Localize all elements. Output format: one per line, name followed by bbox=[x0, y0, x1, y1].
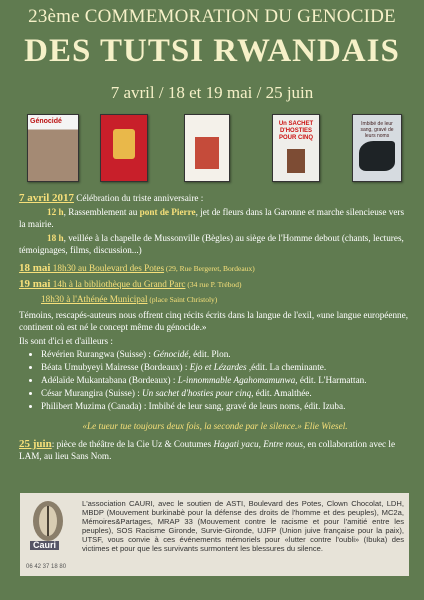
may19-date: 19 mai bbox=[19, 278, 51, 290]
book-cover-sachet: Un SACHET D'HOSTIES POUR CINQ bbox=[272, 114, 320, 182]
header-title: DES TUTSI RWANDAIS bbox=[24, 33, 400, 69]
wiesel-quote: «Le tueur tue toujours deux fois, la seconde par le silence.» Elie Wiesel. bbox=[82, 421, 348, 431]
phone-number: 06 42 37 18 80 bbox=[26, 564, 67, 570]
april-date: 7 avril 2017 bbox=[19, 192, 74, 204]
author-item: • Béata Umubyeyi Mairesse (Bordeaux) : Ejo et Lézardes ,édit. La cheminante. bbox=[41, 361, 411, 373]
author-item: • Adélaïde Mukantabana (Bordeaux) : L-innommable Agahomamunwa, édit. L'Harmattan. bbox=[41, 374, 411, 386]
book-cover-genocide: Génocidé bbox=[27, 114, 79, 182]
author-item: • César Murangira (Suisse) : Un sachet d'hosties pour cinq, édit. Amalthée. bbox=[41, 387, 411, 399]
footer-box bbox=[20, 493, 409, 576]
header-line1: 23ème COMMEMORATION DU GENOCIDE bbox=[28, 6, 396, 27]
cauri-logo-text: Cauri bbox=[30, 541, 59, 550]
june-date: 25 juin bbox=[19, 438, 52, 450]
author-item: • Révérien Rurangwa (Suisse) : Génocidé, édit. Plon. bbox=[41, 348, 411, 360]
may18-date: 18 mai bbox=[19, 262, 51, 274]
authors-list bbox=[19, 348, 411, 412]
book-covers bbox=[0, 114, 424, 184]
intro-paragraph: Témoins, rescapés-auteurs nous offrent cinq récits écrits dans la langue de l'exil, «une langue européenne, continent où est né le concept même du génocide.» bbox=[19, 310, 409, 332]
program: 7 avril 2017 Célébration du triste anniversaire : 12 h, Rassemblement au pont de Pierre, jet de fleurs dans la Garonne et marche silencieuse vers la mairie. 18 h, veillée à la chapelle de Mussonville (Bègles) au siège de l'Homme debout (chants, lectures, témoignages, films, discussion...) 18 mai 18h30 au Boulevard des Potes (29, Rue Bergeret, Bordeaux) 19 mai 14h à la bibliothèque du Grand Parc (34 rue P. Trébod) 18h30 à l'Athénée Municipal (place Saint Christoly) Témoins, rescapés-auteurs nous offrent cinq récits écrits dans la langue de l'exil, «une langue européenne, continent où est né le concept même du génocide.» Ils sont d'ici et d'ailleurs : • Révérien Rurangwa (Suisse) : Génocidé, édit. Plon. • Béata Umubyeyi Mairesse (Bordeaux) : Ejo et Lézardes ,édit. La cheminante. • Adélaïde Mukantabana (Bordeaux) : L-innommable Agahomamunwa, édit. L'Harmattan. • César Murangira (Suisse) : Un sachet d'hosties pour cinq, édit. Amalthée. • Philibert Muzima (Canada) : Imbibé de leur sang, gravé de leurs noms, édit. Izuba. «Le tueur tue toujours deux fois, la seconde par le silence.» Elie Wiesel. 25 juin: pièce de théâtre de la Cie Uz & Coutumes Hagati yacu, Entre nous, en collaboration avec le LAM, au lieu Sans Nom. bbox=[19, 192, 411, 462]
header-dates: 7 avril / 18 et 19 mai / 25 juin bbox=[110, 83, 314, 102]
footer-text: L'association CAURI, avec le soutien de ASTI, Boulevard des Potes, Clown Chocolat, LDH, MBDP (Mouvement burkinabè pour la défense des droits de l'homme et des peuples), MC2a, Mémoires&Partages, MRAP 33 (Mouvement contre le racisme et pour l'amitié entre les peuples), SOS Racisme Gironde, Survie-Gironde, UJFP (Union juive française pour la paix), UTSF, vous convie à ces événements mémoriels pour «lutter contre l'oubli» (Ibuka) des victimes et pour que les survivants surmontent les blessures du silence. bbox=[82, 499, 404, 553]
book-cover-innommable bbox=[184, 114, 230, 182]
book-cover-imbibe: Imbibé de leur sang, gravé de leurs noms bbox=[352, 114, 402, 182]
author-item: • Philibert Muzima (Canada) : Imbibé de leur sang, gravé de leurs noms, édit. Izuba. bbox=[41, 400, 411, 412]
book-cover-ejo bbox=[100, 114, 148, 182]
